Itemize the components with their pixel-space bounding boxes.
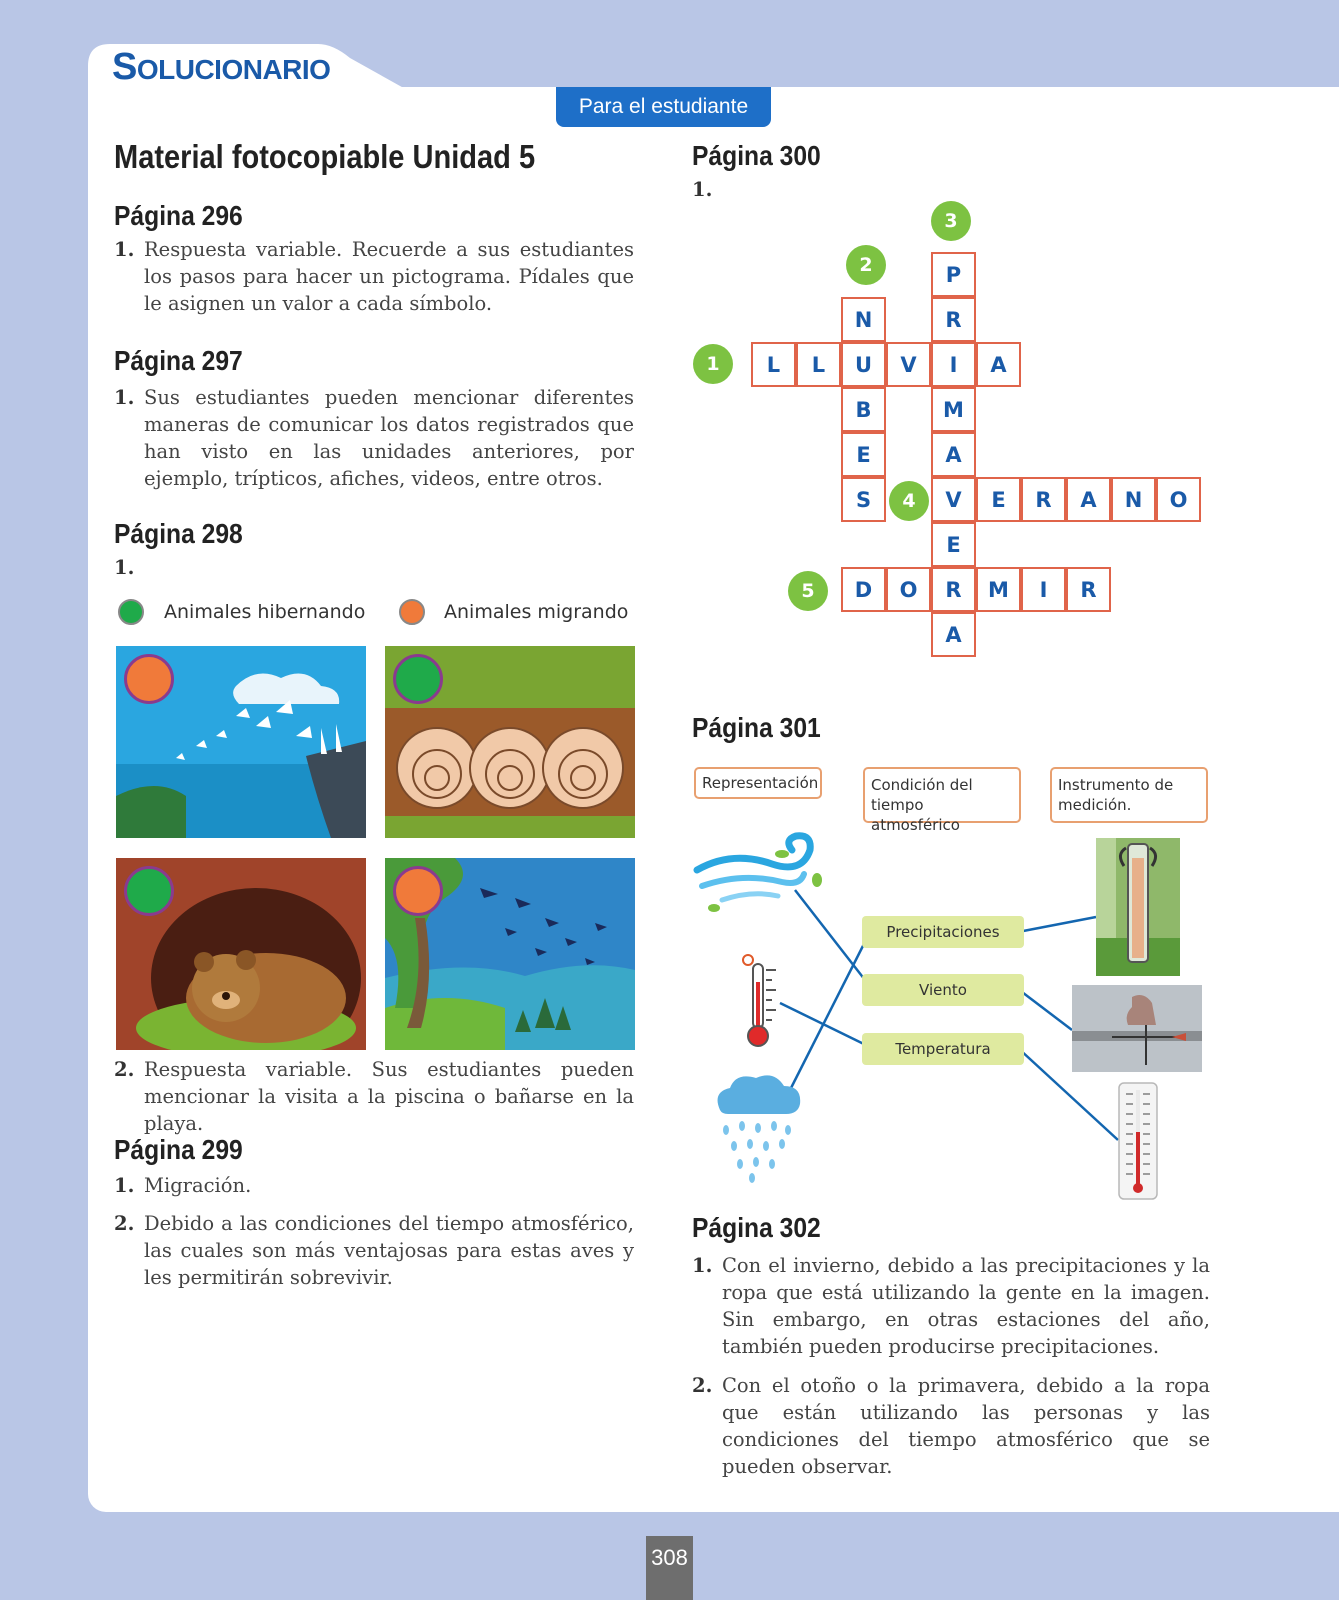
crossword-cell: L — [796, 342, 841, 387]
crossword-cell: N — [1111, 477, 1156, 522]
column-header-representation: Representación — [694, 767, 822, 799]
list-item: 2. Respuesta variable. Sus estudiantes pueden mencionar la visita a la piscina o bañarse en la playa. — [114, 1058, 634, 1135]
clue-badge: 1 — [693, 344, 733, 384]
crossword-cell: O — [886, 567, 931, 612]
heading-p299: Página 299 — [114, 1134, 243, 1165]
item-number: 1. — [692, 178, 713, 201]
heading-p296: Página 296 — [114, 200, 243, 231]
crossword-cell: N — [841, 297, 886, 342]
thermometer-photo — [1118, 1082, 1158, 1200]
clue-badge: 3 — [931, 201, 971, 241]
crossword-cell: S — [841, 477, 886, 522]
list-item: 2. Debido a las condiciones del tiempo atmosférico, las cuales son más ventajosas para estas aves y les permitirán sobrevivir. — [114, 1212, 634, 1289]
column-header-condition: Condición del tiempo atmosférico — [863, 767, 1021, 823]
clue-badge: 5 — [788, 571, 828, 611]
condition-wind: Viento — [862, 974, 1024, 1006]
crossword-cell: M — [931, 387, 976, 432]
crossword-cell: V — [886, 342, 931, 387]
page-title: Material fotocopiable Unidad 5 — [114, 138, 536, 175]
crossword-cell: A — [931, 612, 976, 657]
condition-precipitation: Precipitaciones — [862, 916, 1024, 948]
crossword-cell: R — [1066, 567, 1111, 612]
crossword-cell: L — [751, 342, 796, 387]
crossword-cell: B — [841, 387, 886, 432]
crossword-cell: I — [1021, 567, 1066, 612]
rain-gauge-photo — [1096, 838, 1180, 976]
brand-title: SOLUCIONARIO — [112, 46, 331, 88]
heading-p301: Página 301 — [692, 712, 821, 743]
crossword-cell: I — [931, 342, 976, 387]
list-item: 2. Con el otoño o la primavera, debido a la ropa que están utilizando las personas y las condiciones del tiempo atmosférico que se pueden observar. — [692, 1374, 1210, 1478]
heading-p300: Página 300 — [692, 140, 821, 171]
crossword-cell: R — [931, 567, 976, 612]
crossword-cell: R — [1021, 477, 1066, 522]
condition-temperature: Temperatura — [862, 1033, 1024, 1065]
list-item: 1. Respuesta variable. Recuerde a sus estudiantes los pasos para hacer un pictograma. Pídales que le asignen un valor a cada símbolo. — [114, 238, 634, 315]
clue-badge: 2 — [846, 245, 886, 285]
wind-icon — [692, 830, 827, 920]
legend-hibernating: Animales hibernando — [164, 601, 366, 623]
list-item: 1. Migración. — [114, 1174, 252, 1197]
list-item: 1. Sus estudiantes pueden mencionar diferentes maneras de comunicar los datos registrados que han visto en las unidades anteriores, por ejemplo, trípticos, afiches, videos, entre otros. — [114, 386, 634, 490]
section-pill: Para el estudiante — [556, 87, 771, 127]
crossword-cell: A — [931, 432, 976, 477]
rain-cloud-icon — [712, 1072, 804, 1184]
list-item: 1. Con el invierno, debido a las precipitaciones y la ropa que está utilizando la gente en la imagen. Sin embargo, en otras estaciones del año, también pueden producirse precipitaciones. — [692, 1254, 1210, 1358]
item-number: 1. — [114, 556, 135, 579]
column-header-instrument: Instrumento de medición. — [1050, 767, 1208, 823]
thermometer-icon — [740, 952, 785, 1048]
page-number: 308 — [646, 1536, 693, 1600]
crossword-cell: U — [841, 342, 886, 387]
crossword-cell: E — [841, 432, 886, 477]
crossword-cell: V — [931, 477, 976, 522]
heading-p298: Página 298 — [114, 518, 243, 549]
crossword-cell: M — [976, 567, 1021, 612]
weather-vane-photo — [1072, 985, 1202, 1072]
heading-p297: Página 297 — [114, 345, 243, 376]
crossword-cell: R — [931, 297, 976, 342]
crossword-cell: O — [1156, 477, 1201, 522]
heading-p302: Página 302 — [692, 1212, 821, 1243]
crossword-cell: P — [931, 252, 976, 297]
crossword-cell: A — [1066, 477, 1111, 522]
crossword-cell: E — [931, 522, 976, 567]
clue-badge: 4 — [889, 481, 929, 521]
legend-migrating: Animales migrando — [444, 601, 629, 623]
crossword-cell: A — [976, 342, 1021, 387]
crossword-cell: D — [841, 567, 886, 612]
crossword-cell: E — [976, 477, 1021, 522]
